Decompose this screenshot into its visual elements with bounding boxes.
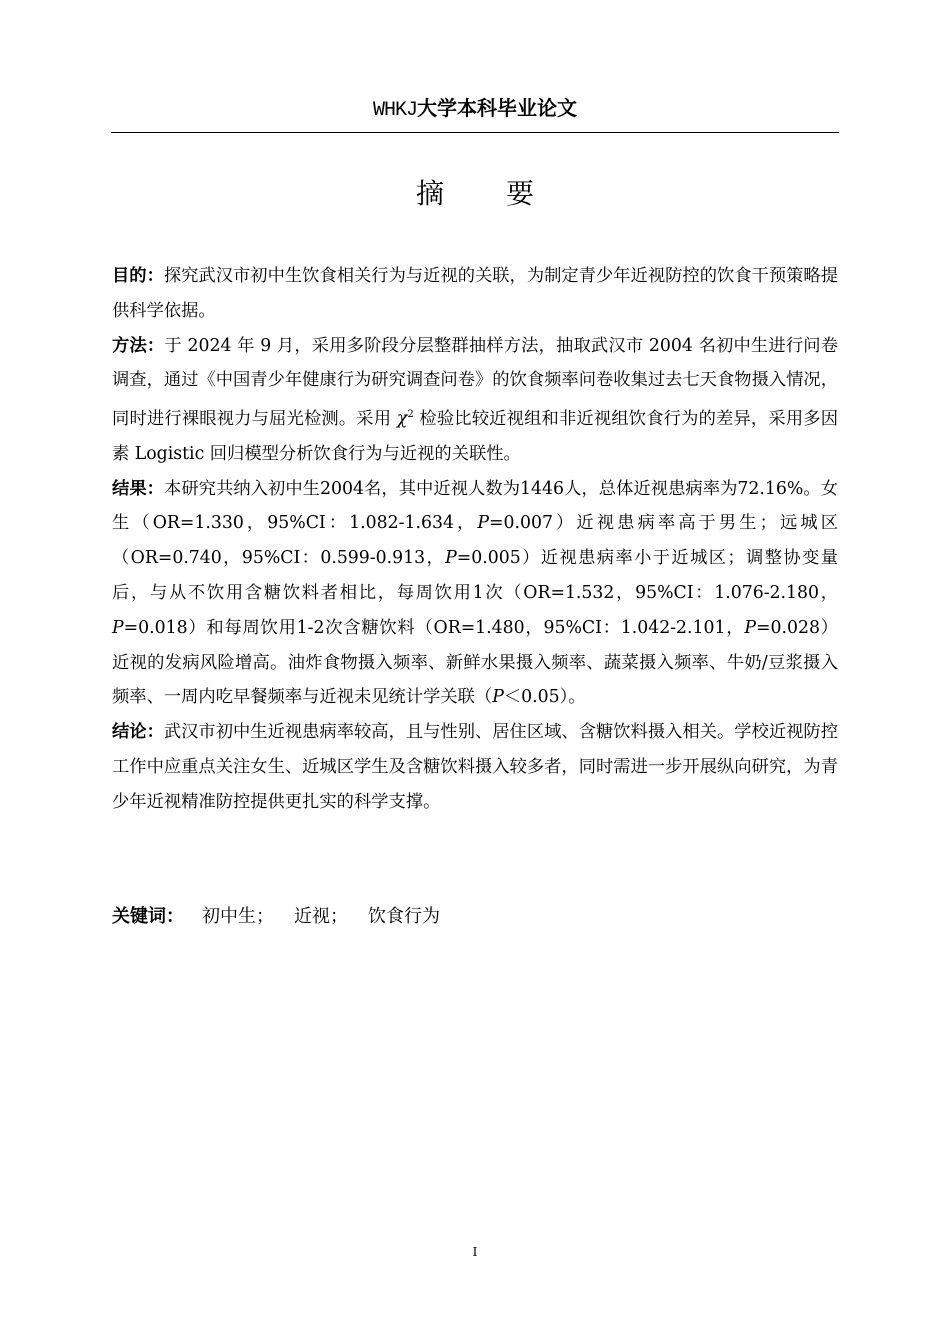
abstract-heading: 摘要	[415, 177, 596, 210]
methods-label: 方法：	[112, 335, 165, 356]
keywords-line	[112, 900, 838, 934]
results-text-3: =0.005）近视患病率小于近城区；调整协变量后，与从不饮用含糖饮料者相比，每周饮用1次（OR=1.532，95%CI：1.076-2.180，	[112, 548, 838, 603]
methods-text-b: 检验比较近视组和非近视组饮食行为的差异，采用多因素 Logistic 回归模型分析饮食行为与近视的关联性。	[112, 408, 838, 464]
p-value-symbol: P	[112, 617, 124, 638]
keyword-item: 近视；	[294, 906, 348, 927]
chi-square-exponent: 2	[407, 409, 414, 421]
p-value-symbol: P	[744, 617, 756, 638]
chi-square-symbol: χ	[396, 408, 408, 429]
header-divider	[111, 132, 839, 133]
methods-text-a: 于 2024 年 9 月，采用多阶段分层整群抽样方法，抽取武汉市 2004 名初中生进行问卷调查，通过《中国青少年健康行为研究调查问卷》的饮食频率问卷收集过去七天食物摄入情况，同时进行裸眼视力与屈光检测。采用	[112, 335, 838, 429]
conclusion-label: 结论：	[112, 722, 164, 743]
abstract-body	[112, 259, 838, 820]
p-value-symbol: P	[477, 513, 490, 534]
keywords-label: 关键词：	[112, 906, 184, 927]
p-value-symbol: P	[445, 548, 457, 569]
results-text-4: =0.018）和每周饮用1-2次含糖饮料（OR=1.480，95%CI：1.042-2.101，	[123, 617, 745, 638]
p-value-symbol: P	[492, 687, 504, 708]
results-text-1: 本研究共纳入初中生2004名，其中近视人数为1446人，总体近视患病率为72.16%。女生（OR=1.330，95%CI：1.082-1.634，	[112, 478, 838, 534]
methods-paragraph	[112, 329, 838, 472]
results-label: 结果：	[112, 478, 165, 499]
conclusion-text: 武汉市初中生近视患病率较高，且与性别、居住区域、含糖饮料摄入相关。学校近视防控工作中应重点关注女生、近城区学生及含糖饮料摄入较多者，同时需进一步开展纵向研究，为青少年近视精准防控提供更扎实的科学支撑。	[112, 722, 838, 812]
conclusion-paragraph	[112, 715, 838, 819]
results-text-5: =0.028）近视的发病风险增高。油炸食物摄入频率、新鲜水果摄入频率、蔬菜摄入频率、牛奶/豆浆摄入频率、一周内吃早餐频率与近视未见统计学关联（	[112, 617, 839, 708]
results-paragraph	[112, 472, 838, 716]
keyword-item: 初中生；	[202, 906, 274, 927]
keyword-item: 饮食行为	[368, 906, 440, 927]
results-text-2: =0.007）近视患病率高于男生；远城区（OR=0.740，95%CI：0.599-0.913，	[112, 513, 838, 569]
running-header	[0, 94, 950, 125]
results-text-6: ＜0.05）。	[503, 687, 586, 708]
purpose-label: 目的：	[112, 266, 164, 286]
purpose-paragraph	[112, 259, 838, 329]
thesis-type: 大学本科毕业论文	[417, 96, 577, 120]
university-code: WHKJ	[372, 99, 417, 122]
purpose-text: 探究武汉市初中生饮食相关行为与近视的关联，为制定青少年近视防控的饮食干预策略提供科学依据。	[112, 266, 838, 321]
page-number: I	[472, 1245, 478, 1259]
